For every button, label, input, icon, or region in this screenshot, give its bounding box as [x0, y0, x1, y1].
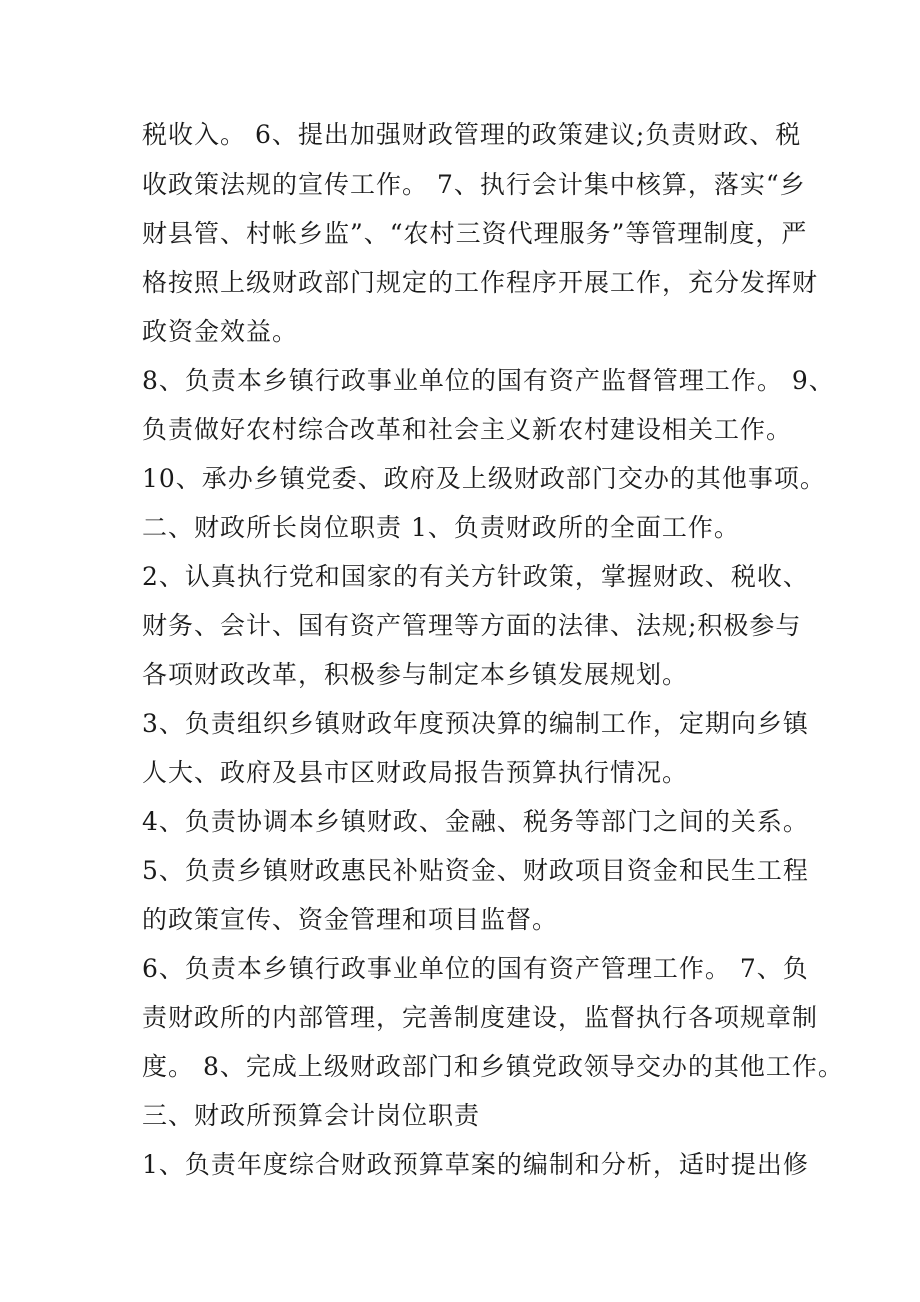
text-line: 1、负责年度综合财政预算草案的编制和分析，适时提出修 — [142, 1150, 809, 1179]
text-line: 二、财政所长岗位职责 1、负责财政所的全面工作。 — [142, 513, 740, 542]
text-line: 度。 8、完成上级财政部门和乡镇党政领导交办的其他工作。 — [142, 1052, 844, 1081]
text-line: 人大、政府及县市区财政局报告预算执行情况。 — [142, 758, 689, 787]
text-line: 3、负责组织乡镇财政年度预决算的编制工作，定期向乡镇 — [142, 709, 809, 738]
text-line: 负责做好农村综合改革和社会主义新农村建设相关工作。 — [142, 415, 793, 444]
text-line: 10、承办乡镇党委、政府及上级财政部门交办的其他事项。 — [142, 464, 826, 493]
section-heading: 三、财政所预算会计岗位职责 — [142, 1101, 481, 1130]
text-line: 8、负责本乡镇行政事业单位的国有资产监督管理工作。 9、 — [142, 366, 835, 395]
text-line: 格按照上级财政部门规定的工作程序开展工作，充分发挥财 — [142, 268, 819, 297]
text-line: 5、负责乡镇财政惠民补贴资金、财政项目资金和民生工程 — [142, 856, 809, 885]
text-line: 税收入。 6、提出加强财政管理的政策建议;负责财政、税 — [142, 120, 802, 149]
text-line: 收政策法规的宣传工作。 7、执行会计集中核算，落实“乡 — [142, 170, 806, 199]
text-line: 2、认真执行党和国家的有关方针政策，掌握财政、税收、 — [142, 562, 809, 591]
text-line: 的政策宣传、资金管理和项目监督。 — [142, 905, 559, 934]
text-line: 责财政所的内部管理，完善制度建设，监督执行各项规章制 — [142, 1003, 819, 1032]
text-line: 各项财政改革，积极参与制定本乡镇发展规划。 — [142, 660, 689, 689]
text-line: 财县管、村帐乡监”、“农村三资代理服务”等管理制度，严 — [142, 219, 808, 248]
text-line: 6、负责本乡镇行政事业单位的国有资产管理工作。 7、负 — [142, 954, 809, 983]
text-line: 财务、会计、国有资产管理等方面的法律、法规;积极参与 — [142, 611, 802, 640]
text-line: 4、负责协调本乡镇财政、金融、税务等部门之间的关系。 — [142, 807, 809, 836]
text-line: 政资金效益。 — [142, 317, 299, 346]
